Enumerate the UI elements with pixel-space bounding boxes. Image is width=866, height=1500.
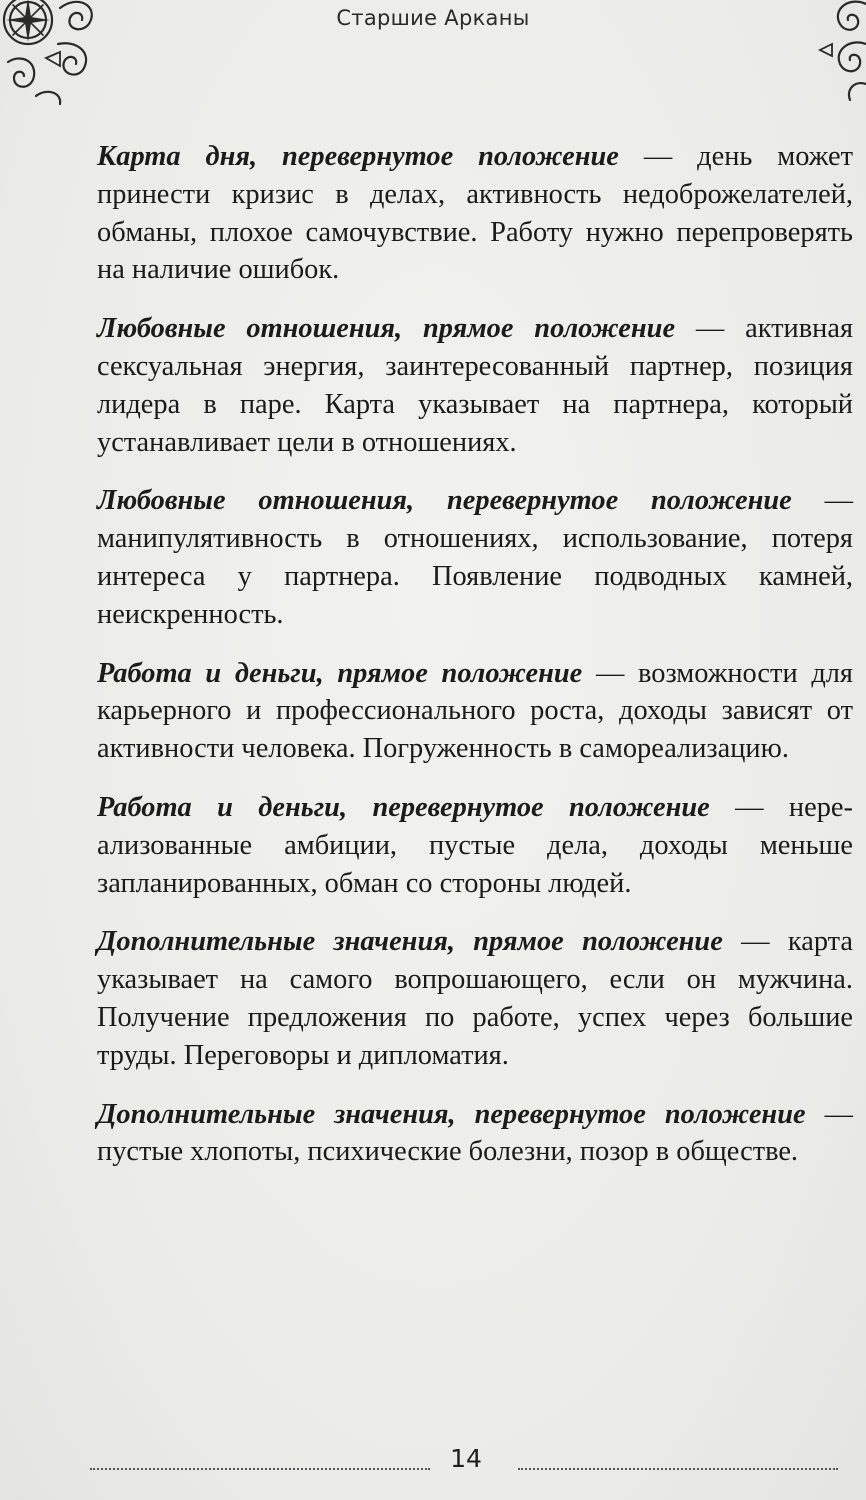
text-extra-reversed: — пустые хлопоты, психические болезни, позор в обществе. — [97, 1098, 853, 1168]
term-love-reversed: Любовные отношения, перевернутое положение — [97, 485, 792, 517]
text-work-reversed: — нереализованные амбиции, пустые дела, доходы меньше запланированных, обман со стороны людей. — [97, 791, 853, 899]
text-work-upright: — возможности для карьерного и профессионального роста, доходы зависят от активности человека. Погруженность в самореализацию. — [97, 657, 853, 765]
term-extra-upright: Дополнительные значения, прямое положение — [97, 926, 723, 958]
paragraph-day-reversed — [97, 138, 853, 289]
text-love-reversed: — манипулятивность в отношениях, использование, потеря интереса у партнера. Появление подводных камней, неискренность. — [97, 485, 853, 630]
term-love-upright: Любовные отношения, прямое положение — [97, 313, 676, 345]
text-extra-upright: — карта указывает на самого вопрошающего, если он мужчина. Получение предложения по работе, успех через большие труды. Переговоры и дипломатия. — [97, 926, 853, 1071]
paragraph-work-upright — [97, 655, 853, 768]
paragraph-extra-reversed — [97, 1096, 853, 1172]
page-footer — [0, 1444, 866, 1480]
footer-dotted-rule-right — [518, 1468, 838, 1470]
term-extra-reversed: Дополнительные значения, перевернутое положение — [97, 1098, 806, 1130]
paragraph-love-upright — [97, 310, 853, 461]
text-day-reversed: — день может принести кризис в делах, активность недоброжелателей, обманы, плохое самочувствие. Работу нужно перепроверять на наличие ошибок. — [97, 141, 853, 286]
page-body — [97, 138, 853, 1192]
page-number: 14 — [450, 1444, 482, 1473]
term-work-reversed: Работа и деньги, перевернутое положение — [97, 791, 710, 823]
running-header: Старшие Арканы — [336, 6, 530, 30]
term-work-upright: Работа и деньги, прямое положение — [97, 657, 583, 689]
text-love-upright: — активная сексуальная энергия, заинтересованный партнер, позиция лидера в паре. Карта указывает на партнера, который устанавливает цели в отношениях. — [97, 313, 854, 458]
term-day-reversed: Карта дня, перевернутое положение — [97, 141, 619, 172]
footer-dotted-rule-left — [90, 1468, 430, 1470]
paragraph-extra-upright — [97, 923, 853, 1074]
paragraph-love-reversed — [97, 482, 853, 633]
paragraph-work-reversed — [97, 789, 853, 902]
